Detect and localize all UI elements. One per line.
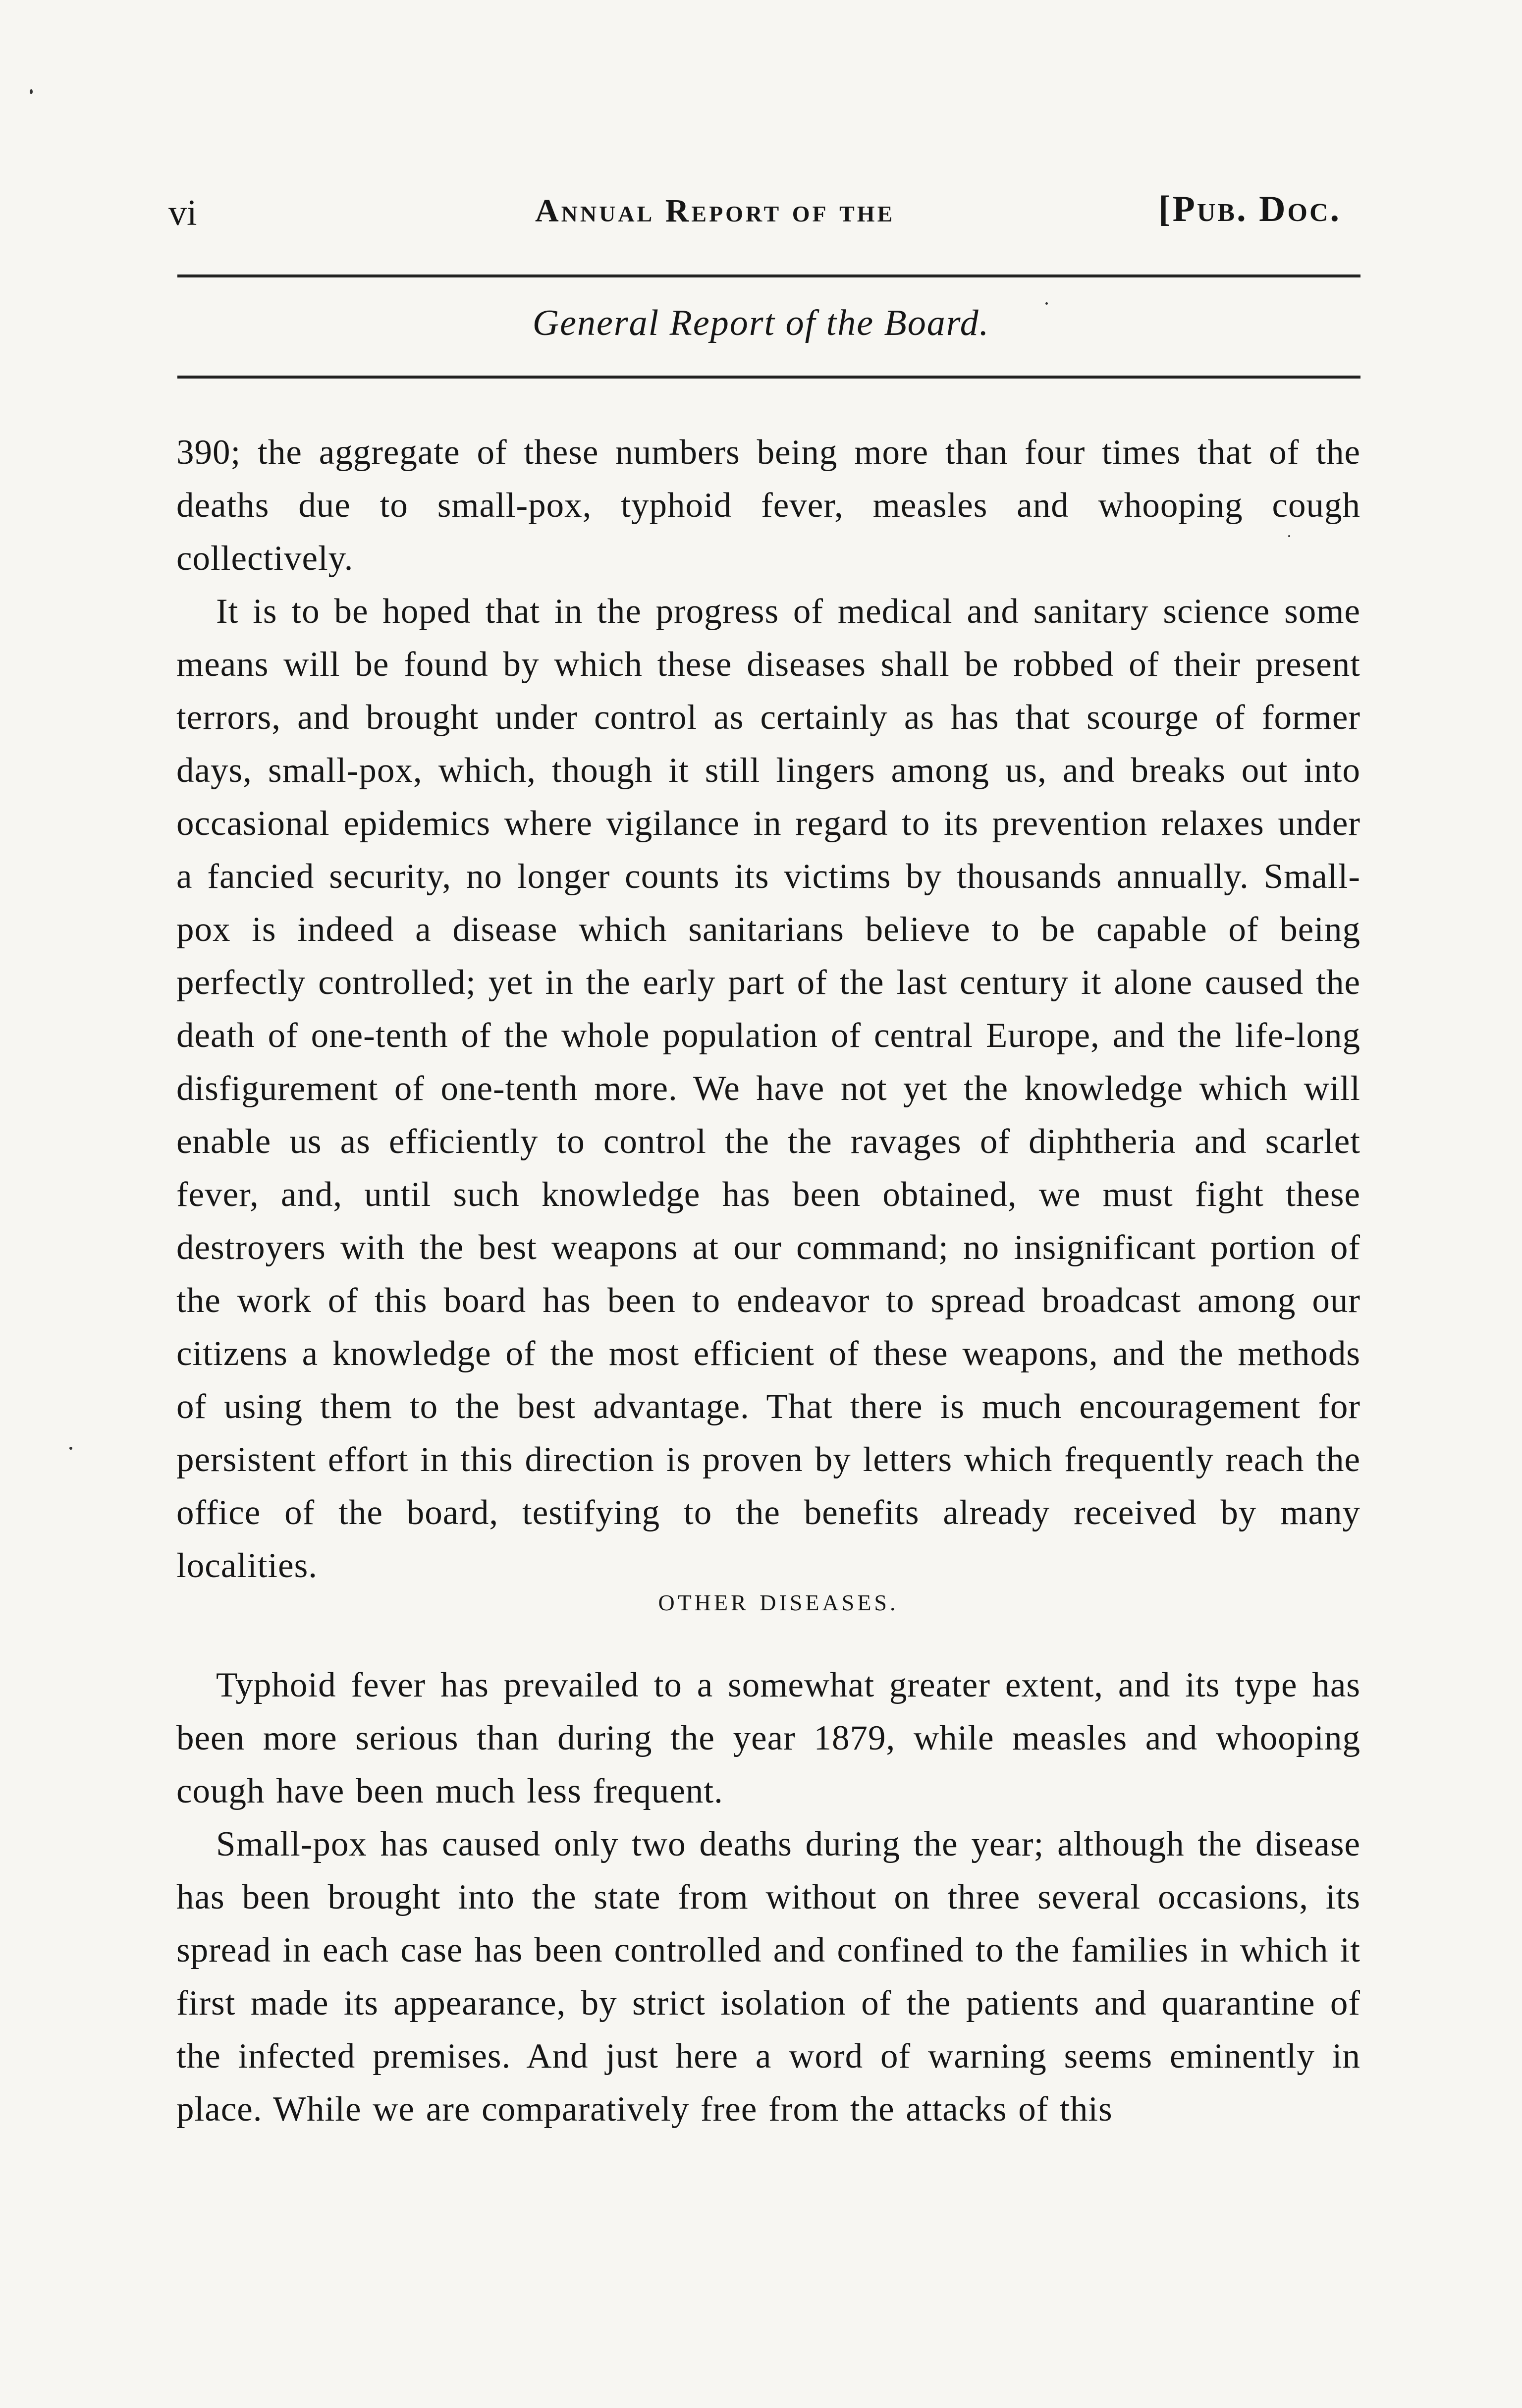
paragraph: It is to be hoped that in the progress of medical and sanitary science some means will be found by which these diseases shall be robbed of their present terrors, and brought under control as certainly as has that scourge of former days, small-pox, which, though it still lingers among us, and breaks out into occasional epidemics where vigilance in regard to its prevention relaxes under a fancied security, no longer counts its victims by thousands annually. Small-pox is indeed a disease which sanitarians believe to be capable of being perfectly controlled; yet in the early part of the last century it alone caused the death of one-tenth of the whole population of central Europe, and the life-long disfigurement of one-tenth more. We have not yet the knowledge which will enable us as efficiently to control the the ravages of diphtheria and scarlet fever, and, until such knowledge has been obtained, we must fight these destroyers with the best weapons at our command; no insignificant portion of the work of this board has been to endeavor to spread broadcast among our citizens a knowledge of the most efficient of these weapons, and the methods of using them to the best advantage. That there is much encouragement for persistent effort in this direction is proven by letters which frequently reach the office of the board, testifying to the benefits already received by many localities.: [176, 592, 1360, 1585]
top-rule: [177, 274, 1360, 277]
running-header: [168, 187, 1358, 242]
document-label: [Pub. Doc.: [1158, 189, 1342, 229]
subheading-other-diseases: OTHER DISEASES.: [658, 1590, 899, 1615]
body-text: [176, 426, 1360, 2136]
print-speck: [30, 89, 33, 94]
section-title: General Report of the Board.: [532, 303, 990, 343]
paragraph-continued: 390; the aggregate of these numbers being more than four times that of the deaths due to small-pox, typhoid fever, measles and whooping cough collectively.: [176, 433, 1360, 578]
paragraph: Typhoid fever has prevailed to a somewhat greater extent, and its type has been more serious than during the year 1879, while measles and whooping cough have been much less frequent.: [176, 1666, 1360, 1810]
running-title: Annual Report of the: [535, 193, 895, 229]
print-speck: [1288, 535, 1290, 537]
print-speck: [69, 1447, 72, 1450]
print-speck: [1045, 302, 1048, 305]
page-number: vi: [168, 193, 197, 233]
bottom-rule: [177, 376, 1360, 379]
paragraph: Small-pox has caused only two deaths during the year; although the disease has been brought into the state from without on three several occasions, its spread in each case has been controlled and confined to the families in which it first made its appearance, by strict isolation of the patients and quarantine of the infected premises. And just here a word of warning seems eminently in place. While we are comparatively free from the attacks of this: [176, 1825, 1360, 2129]
